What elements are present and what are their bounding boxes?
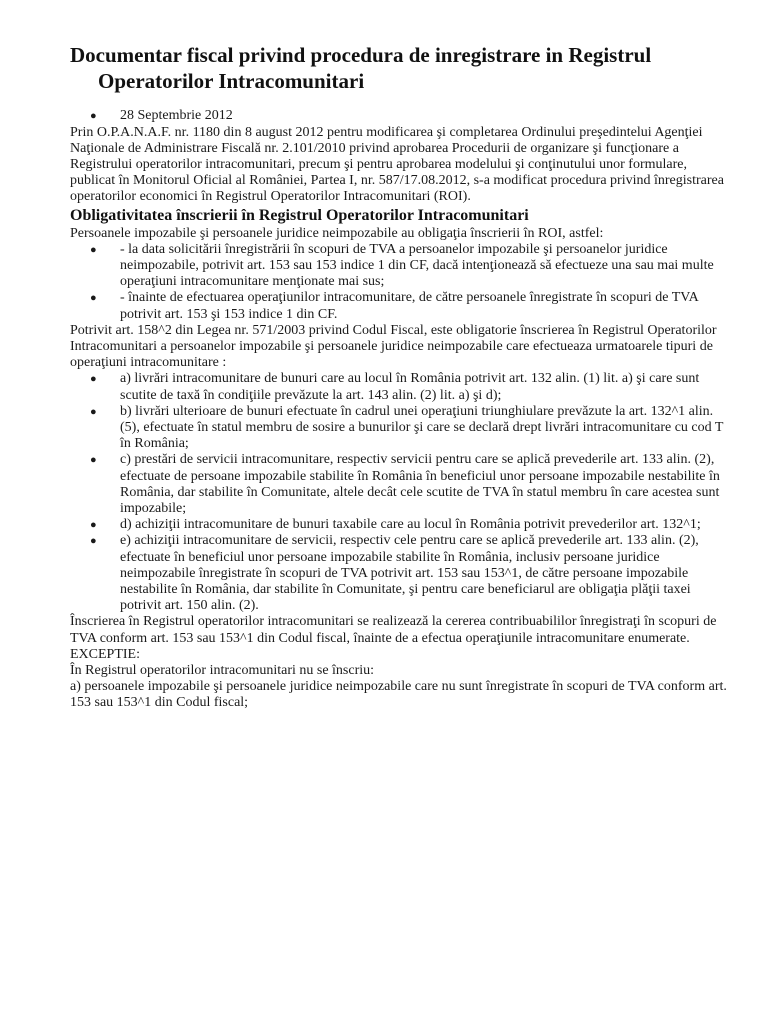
bullet-icon: ●	[90, 519, 97, 532]
bullet-icon: ●	[90, 110, 97, 122]
list-item-text: b) livrări ulterioare de bunuri efectuate în cadrul unei operaţiuni triunghiulare prevăzute la art. 132^1 alin. (5), efectuate în statul membru de sosire a bunurilor şi care se declară drept livrări intracomunitare cu cod T în România;	[120, 403, 724, 452]
document-title: Documentar fiscal privind procedura de inregistrare in Registrul Operatorilor Intracomunitari	[70, 43, 652, 93]
list-item	[70, 290, 732, 322]
exception-intro: În Registrul operatorilor intracomunitari nu se înscriu:	[70, 663, 375, 678]
exception-item-a: a) persoanele impozabile şi persoanele juridice neimpozabile care nu sunt înregistrate în scopuri de TVA conform art. 153 sau 153^1 din Codul fiscal;	[70, 679, 727, 711]
list-item	[70, 242, 732, 291]
bullet-icon: ●	[90, 373, 97, 386]
list-item	[70, 533, 732, 614]
operations-list	[70, 371, 732, 614]
list-item	[70, 404, 732, 453]
list-item-text: - la data solicitării înregistrării în scopuri de TVA a persoanelor impozabile şi persoanelor juridice neimpozabile, potrivit art. 153 sau 153 indice 1 din CF, dacă intenţionează să efectueze una sau mai multe operaţiuni intracomunitare menţionate mai sus;	[120, 241, 714, 290]
registration-note: Înscrierea în Registrul operatorilor intracomunitari se realizează la cererea contribuabililor înregistraţi în scopuri de TVA conform art. 153 sau 153^1 din Codul fiscal, înainte de a efectua operaţiunile intracomunitare enumerate.	[70, 614, 717, 646]
publication-date: 28 Septembrie 2012	[120, 108, 233, 123]
intro-paragraph: Prin O.P.A.N.A.F. nr. 1180 din 8 august 2012 pentru modificarea şi completarea Ordinului preşedintelui Agenţiei Naţionale de Administrare Fiscală nr. 2.101/2010 privind aprobarea Procedurii de organizare şi funcţionare a Registrului operatorilor intracomunitari, precum şi pentru aprobarea modelului şi conţinutului unor formulare, publicat în Monitorul Oficial al României, Partea I, nr. 587/17.08.2012, s-a modificat procedura privind înregistrarea operatorilor economici în Registrul Operatorilor Intracomunitari (ROI).	[70, 124, 724, 205]
obligation-intro: Persoanele impozabile şi persoanele juridice neimpozabile au obligaţia înscrierii în ROI, astfel:	[70, 225, 604, 241]
legal-basis-paragraph: Potrivit art. 158^2 din Legea nr. 571/2003 privind Codul Fiscal, este obligatorie înscrierea în Registrul Operatorilor Intracomunitari a persoanelor impozabile şi persoanele juridice neimpozabile care efectueaza urmatoarele tipuri de operaţiuni intracomunitare :	[70, 322, 717, 371]
date-list	[70, 108, 732, 125]
list-item	[70, 517, 732, 533]
list-item	[70, 452, 732, 517]
date-item	[70, 108, 732, 125]
bullet-icon: ●	[90, 535, 97, 548]
obligation-list	[70, 242, 732, 323]
list-item-text: - înainte de efectuarea operaţiunilor intracomunitare, de către persoanele înregistrate în scopuri de TVA potrivit art. 153 şi 153 indice 1 din CF.	[120, 290, 698, 322]
bullet-icon: ●	[90, 405, 97, 418]
bullet-icon: ●	[90, 243, 97, 256]
exception-label: EXCEPTIE:	[70, 646, 140, 662]
list-item-text: d) achiziţii intracomunitare de bunuri taxabile care au locul în România potrivit prevederilor art. 132^1;	[120, 517, 701, 533]
bullet-icon: ●	[90, 292, 97, 305]
list-item-text: a) livrări intracomunitare de bunuri care au locul în România potrivit art. 132 alin. (1) lit. a) şi care sunt scutite de taxă în condiţiile prevăzute la art. 143 alin. (2) lit. a) şi d);	[120, 371, 700, 403]
bullet-icon: ●	[90, 454, 97, 467]
section-heading: Obligativitatea înscrierii în Registrul Operatorilor Intracomunitari	[70, 206, 529, 224]
list-item-text: c) prestări de servicii intracomunitare, respectiv servicii pentru care se aplică prevederile art. 133 alin. (2), efectuate de persoane impozabile stabilite în România în beneficiul unor persoane impozabile nestabilite în România, dar stabilite în Comunitate, altele decât cele scutite de TVA în statul membru în care acestea sunt impozabile;	[120, 452, 720, 516]
list-item	[70, 371, 732, 403]
list-item-text: e) achiziţii intracomunitare de servicii, respectiv cele pentru care se aplică prevederile art. 133 alin. (2), efectuate în beneficiul unor persoane impozabile stabilite în România, inclusiv persoane juridice neimpozabile înregistrate în scopuri de TVA potrivit art. 153 sau 153^1, de către persoane impozabile nestabilite în România, dar stabilite în Comunitate, şi pentru care beneficiarul are obligaţia plăţii taxei potrivit art. 150 alin. (2).	[120, 533, 699, 614]
